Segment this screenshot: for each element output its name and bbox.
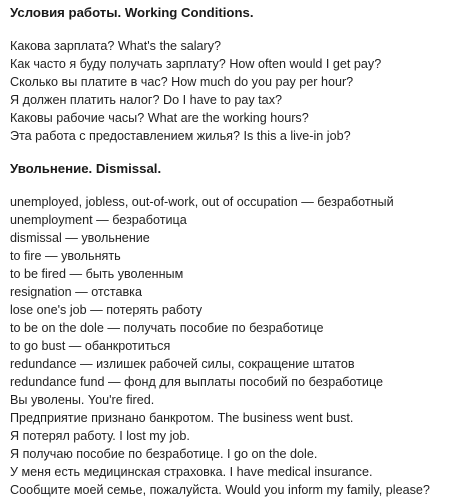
text-line: redundance fund — фонд для выплаты пособий по безработице xyxy=(10,375,384,389)
text-line: Сколько вы платите в час? How much do you pay per hour? xyxy=(10,75,354,89)
text-line: Каковы рабочие часы? What are the working hours? xyxy=(10,111,309,125)
working-conditions-list xyxy=(10,37,462,145)
section-heading-working-conditions: Условия работы. Working Conditions. xyxy=(10,5,254,20)
text-line: Вы уволены. You're fired. xyxy=(10,393,155,407)
document xyxy=(10,4,462,499)
text-line: Сообщите моей семье, пожалуйста. Would you inform my family, please? xyxy=(10,483,430,497)
text-line: to be on the dole — получать пособие по безработице xyxy=(10,321,324,335)
text-line: Я должен платить налог? Do I have to pay tax? xyxy=(10,93,282,107)
text-line: unemployed, jobless, out-of-work, out of occupation — безработный xyxy=(10,195,394,209)
text-line: Какова зарплата? What's the salary? xyxy=(10,39,222,53)
text-line: Предприятие признано банкротом. The business went bust. xyxy=(10,411,354,425)
text-line: redundance — излишек рабочей силы, сокращение штатов xyxy=(10,357,355,371)
text-line: Эта работа с предоставлением жилья? Is this a live-in job? xyxy=(10,129,351,143)
text-line: lose one's job — потерять работу xyxy=(10,303,203,317)
section-heading-dismissal: Увольнение. Dismissal. xyxy=(10,161,162,176)
text-line: Как часто я буду получать зарплату? How often would I get pay? xyxy=(10,57,382,71)
text-line: Я получаю пособие по безработице. I go on the dole. xyxy=(10,447,318,461)
text-line: resignation — отставка xyxy=(10,285,142,299)
text-line: to be fired — быть уволенным xyxy=(10,267,184,281)
text-line: to fire — увольнять xyxy=(10,249,121,263)
text-line: Я потерял работу. I lost my job. xyxy=(10,429,190,443)
text-line: unemployment — безработица xyxy=(10,213,187,227)
dismissal-list xyxy=(10,193,462,499)
text-line: dismissal — увольнение xyxy=(10,231,150,245)
text-line: У меня есть медицинская страховка. I have medical insurance. xyxy=(10,465,373,479)
text-line: to go bust — обанкротиться xyxy=(10,339,171,353)
